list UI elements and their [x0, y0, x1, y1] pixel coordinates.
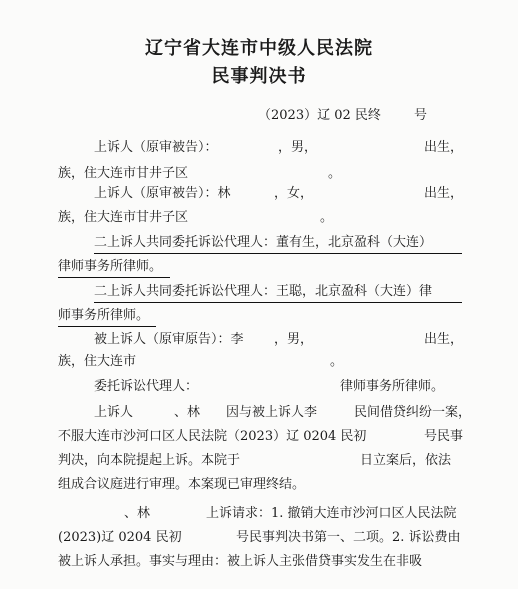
joint-agent2-line2: 师事务所律师。 — [58, 308, 150, 323]
para1-appellant: 上诉人 — [94, 405, 134, 420]
appellant1-end: 。 — [328, 166, 342, 181]
para1-line2: 不服大连市沙河口区人民法院（2023）辽 0204 民初 — [58, 429, 367, 444]
joint-agent1-line2: 律师事务所律师。 — [58, 259, 163, 274]
para1-line3-end: 日立案后，依法 — [360, 453, 452, 468]
appellant2-role: 上诉人（原审被告）：林 — [94, 186, 231, 201]
joint-agent2-line1: 二上诉人共同委托诉讼代理人：王聪，北京盈科（大连）律 — [94, 284, 433, 299]
para2-line2-end: 号民事判决书第一、二项。2. 诉讼费由 — [236, 530, 461, 545]
respondent-address: 族，住大连市 — [58, 354, 137, 369]
respondent-agent-label: 委托诉讼代理人： — [94, 379, 199, 394]
agent1-underline — [94, 235, 462, 254]
joint-agent1-line1: 二上诉人共同委托诉讼代理人：董有生，北京盈科（大连） — [94, 235, 433, 250]
case-number-suffix: 号 — [414, 108, 428, 123]
appellant1-role: 上诉人（原审被告）： — [94, 140, 218, 155]
document-type: 民事判决书 — [211, 66, 307, 87]
para1-dispute: 民间借贷纠纷一案， — [354, 405, 472, 420]
agent2-underline — [94, 284, 462, 303]
appellant1-gender: ，男， — [278, 140, 318, 155]
agent1-underline-2 — [58, 259, 170, 278]
para2-line2: (2023)辽 0204 民初 — [58, 530, 182, 545]
appellant1-birth: 出生， — [424, 140, 464, 155]
appellant2-end: 。 — [320, 210, 334, 225]
agent2-underline-2 — [58, 308, 156, 327]
respondent-gender: ，男， — [274, 332, 314, 347]
respondent-role: 被上诉人（原审原告）：李 — [94, 332, 244, 347]
court-name: 辽宁省大连市中级人民法院 — [145, 38, 373, 59]
case-number: （2023）辽 02 民终 — [258, 108, 381, 123]
para2-line3: 被上诉人承担。事实与理由：被上诉人主张借贷事实发生在非吸 — [58, 554, 423, 569]
appellant2-gender: ，女， — [274, 186, 314, 201]
para1-line3: 判决，向本院提起上诉。本院于 — [58, 453, 241, 468]
appellant2-address: 族，住大连市甘井子区 — [58, 210, 189, 225]
respondent-agent-firm: 律师事务所律师。 — [340, 379, 445, 394]
appellant2-birth: 出生， — [424, 186, 464, 201]
para1-vs: 因与被上诉人李 — [226, 405, 318, 420]
respondent-end: 。 — [330, 354, 344, 369]
para1-lin: 、林 — [174, 405, 201, 420]
para2-lin: 、林 — [124, 506, 151, 521]
appellant1-address: 族，住大连市甘井子区 — [58, 166, 189, 181]
respondent-birth: 出生， — [424, 332, 464, 347]
para1-line4: 组成合议庭进行审理。本案现已审理终结。 — [58, 477, 306, 492]
para2-request: 上诉请求：1. 撤销大连市沙河口区人民法院 — [206, 506, 457, 521]
para1-line2-end: 号民事 — [424, 429, 464, 444]
